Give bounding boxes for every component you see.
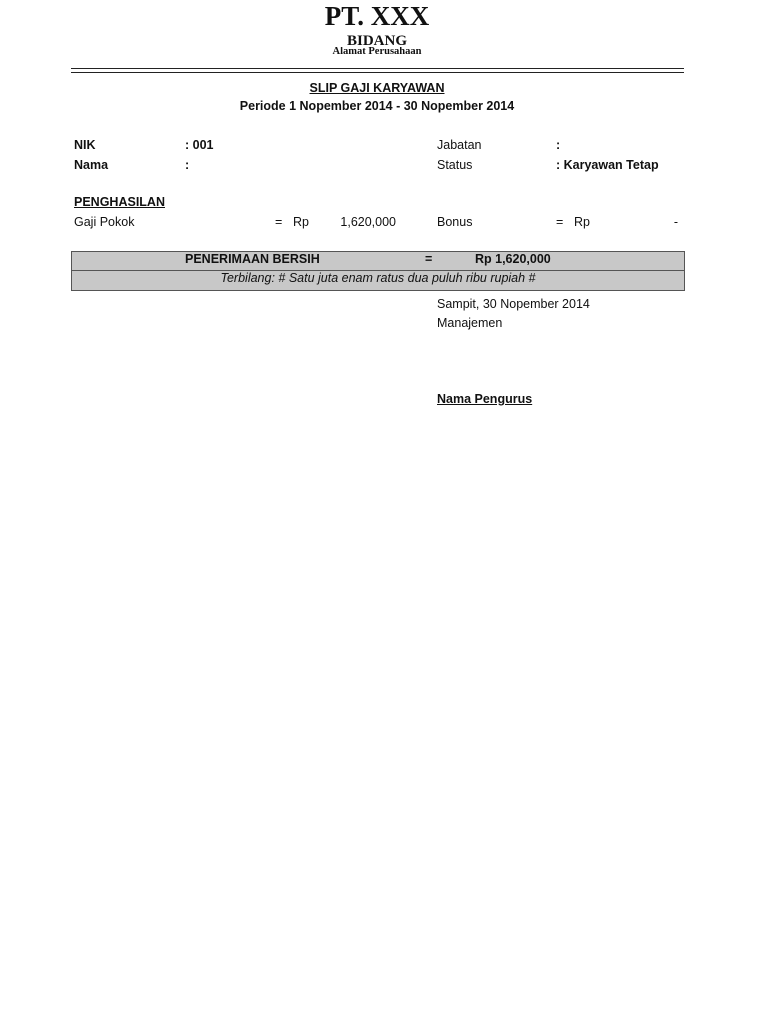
division-name: BIDANG [346,33,407,49]
amount-in-words: Terbilang: # Satu juta enam ratus dua puluh ribu rupiah # [220,271,536,285]
net-income-label: PENERIMAAN BERSIH [185,252,320,266]
signature-place-date: Sampit, 30 Nopember 2014 [437,297,590,311]
nama-value: : [185,158,190,172]
company-address: Alamat Perusahaan [332,47,422,57]
bonus-label: Bonus [437,215,473,229]
status-label: Status [437,158,473,172]
gaji-pokok-label: Gaji Pokok [74,215,135,229]
slip-title: SLIP GAJI KARYAWAN [309,81,445,95]
nama-label: Nama [74,158,109,172]
status-value: : Karyawan Tetap [556,158,659,172]
signature-role: Manajemen [437,316,503,330]
bonus-currency: Rp [574,215,590,229]
net-income-row [71,251,685,271]
jabatan-label: Jabatan [437,138,482,152]
slip-period: Periode 1 Nopember 2014 - 30 Nopember 2014 [239,99,515,113]
bonus-amount: - [673,215,678,229]
gaji-pokok-amount: 1,620,000 [340,215,396,229]
gaji-pokok-currency: Rp [293,215,309,229]
gaji-pokok-equals: = [275,215,283,229]
income-section-title: PENGHASILAN [74,195,165,209]
net-income-equals: = [425,252,433,266]
company-name: PT. XXX [324,1,430,31]
jabatan-value: : [556,138,561,152]
header-rule-top [71,68,684,69]
nik-value: : 001 [185,138,214,152]
header-rule-bottom [71,72,684,73]
signature-name: Nama Pengurus [437,392,533,406]
net-income-amount: Rp 1,620,000 [475,252,551,266]
nik-label: NIK [74,138,96,152]
bonus-equals: = [556,215,564,229]
